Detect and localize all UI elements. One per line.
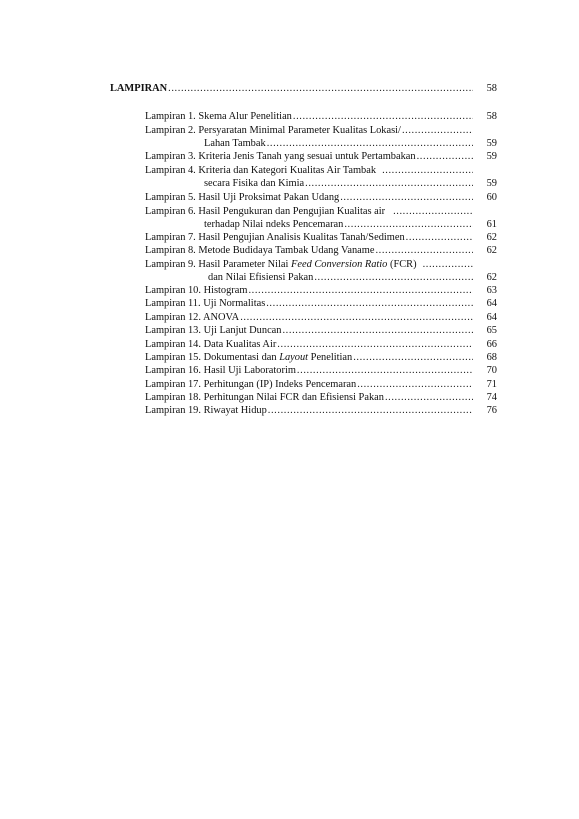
toc-entry[interactable] [145,245,497,257]
page-number: 59 [486,178,497,189]
leader-dots [297,365,473,377]
toc-entry-label-pre: Lampiran 9. Hasil Parameter Nilai [145,259,291,270]
page-number: 59 [486,138,497,149]
page-number: 66 [486,339,497,350]
leader-dots [314,272,473,284]
toc-entry[interactable] [145,259,497,271]
toc-entry[interactable] [145,405,497,417]
toc-entry-label: Lampiran 7. Hasil Pengujian Analisis Kualitas Tanah/Sedimen [145,232,405,243]
toc-entry-continuation[interactable] [204,219,497,231]
toc-entry-label: Lampiran 10. Histogram [145,285,248,296]
toc-entry-cont-label: dan Nilai Efisiensi Pakan [208,272,314,283]
leader-dots [240,312,473,324]
leader-dots [393,206,473,218]
toc-entry[interactable] [145,192,497,204]
toc-entry-label: Lampiran 19. Riwayat Hidup [145,405,267,416]
toc-entry-cont-label: Lahan Tambak [204,138,266,149]
toc-heading-lampiran[interactable] [110,83,497,95]
toc-entry-label: Lampiran 14. Data Kualitas Air [145,339,277,350]
page-number: 64 [486,298,497,309]
leader-dots [353,352,473,364]
page-number: 70 [486,365,497,376]
leader-dots [266,298,473,310]
toc-entry-label: Lampiran 13. Uji Lanjut Duncan [145,325,282,336]
page-number: 60 [486,192,497,203]
toc-entry-label [145,352,352,364]
page-number: 58 [486,111,497,122]
toc-entry[interactable] [145,352,497,364]
page-number: 62 [486,232,497,243]
toc-entry-label-italic: Layout [279,352,309,363]
page-number: 61 [486,219,497,230]
toc-entry-label-post: (FCR) [387,259,417,270]
toc-entry[interactable] [145,392,497,404]
leader-dots [406,232,473,244]
page-number: 59 [486,151,497,162]
toc-entry[interactable] [145,165,497,177]
toc-entry[interactable] [145,232,497,244]
toc-entry-label: Lampiran 1. Skema Alur Penelitian [145,111,292,122]
toc-entry-label-pre: Lampiran 15. Dokumentasi dan [145,352,280,363]
page-number: 65 [486,325,497,336]
toc-entry-cont-label: secara Fisika dan Kimia [204,178,305,189]
toc-entry[interactable] [145,312,497,324]
toc-entry-label: Lampiran 3. Kriteria Jenis Tanah yang sesuai untuk Pertambakan [145,151,416,162]
toc-entry[interactable] [145,111,497,123]
leader-dots [267,138,473,150]
toc-entry[interactable] [145,379,497,391]
toc-entry[interactable] [145,151,497,163]
leader-dots [357,379,473,391]
page-number: 63 [486,285,497,296]
toc-entry-label-post: Penelitian [308,352,353,363]
page-number: 62 [486,272,497,283]
toc-entry[interactable] [145,285,497,297]
page-number: 71 [486,379,497,390]
toc-entry-label: Lampiran 12. ANOVA [145,312,240,323]
leader-dots [375,245,473,257]
toc-entry-label: Lampiran 2. Persyaratan Minimal Parameter Kualitas Lokasi/ [145,125,401,136]
toc-entry-label: Lampiran 5. Hasil Uji Proksimat Pakan Udang [145,192,340,203]
leader-dots [277,339,473,351]
toc-entry-continuation[interactable] [204,178,497,190]
leader-dots [305,178,473,190]
toc-entry-label: Lampiran 18. Perhitungan Nilai FCR dan Efisiensi Pakan [145,392,384,403]
toc-entry-label: Lampiran 16. Hasil Uji Laboratorim [145,365,296,376]
toc-entry-label: Lampiran 6. Hasil Pengukuran dan Pengujian Kualitas air [145,206,386,217]
toc-entry-label: Lampiran 4. Kriteria dan Kategori Kualitas Air Tambak [145,165,377,176]
toc-entry-label: Lampiran 11. Uji Normalitas [145,298,266,309]
toc-entry[interactable] [145,339,497,351]
page-number: 64 [486,312,497,323]
leader-dots [248,285,473,297]
page-number: 74 [486,392,497,403]
page-number: 76 [486,405,497,416]
page-number: 58 [486,83,497,94]
leader-dots [423,259,473,271]
toc-entry-label: Lampiran 8. Metode Budidaya Tambak Udang Vaname [145,245,375,256]
leader-dots [382,165,473,177]
toc-entry-label [145,259,417,271]
leader-dots [340,192,473,204]
toc-entry-continuation[interactable] [204,138,497,150]
page-number: 68 [486,352,497,363]
toc-entry[interactable] [145,298,497,310]
toc-entry-label-italic: Feed Conversion Ratio [291,259,388,270]
toc-entry[interactable] [145,206,497,218]
page-number: 62 [486,245,497,256]
toc-entry-cont-label: terhadap Nilai ndeks Pencemaran [204,219,344,230]
leader-dots [293,111,473,123]
toc-entry[interactable] [145,365,497,377]
leader-dots [417,151,473,163]
toc-entry[interactable] [145,125,497,137]
toc-heading-label: LAMPIRAN [110,83,168,94]
toc-entry-label: Lampiran 17. Perhitungan (IP) Indeks Pencemaran [145,379,357,390]
leader-dots [344,219,473,231]
toc-entry[interactable] [145,325,497,337]
leader-dots [402,125,473,137]
leader-dots [168,83,473,95]
leader-dots [268,405,473,417]
toc-entry-continuation[interactable] [208,272,497,284]
leader-dots [385,392,473,404]
leader-dots [282,325,473,337]
